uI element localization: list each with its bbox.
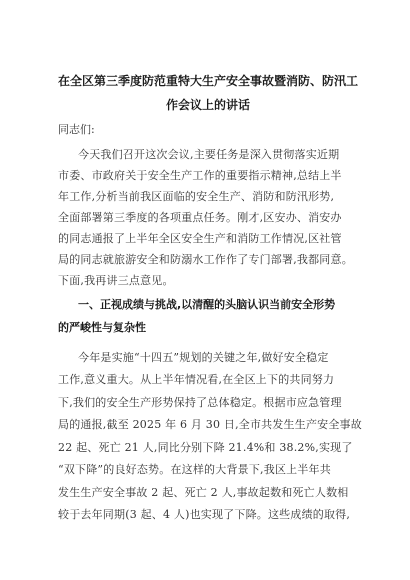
paragraph-2-line: 局的通报,截至 2025 年 6 月 30 日,全市共发生生产安全事故 [58,418,362,431]
section-heading-1-line-1: 一、正视成绩与挑战,以清醒的头脑认识当前安全形势 [78,298,336,311]
paragraph-2-line: 下,我们的安全生产形势保持了总体稳定。根据市应急管理 [58,396,342,409]
paragraph-2-line: 22 起、死亡 21 人,同比分别下降 21.4%和 38.2%,实现了 [58,441,353,454]
paragraph-1-line: 市委、市政府关于安全生产工作的重要指示精神,总结上半 [58,169,342,182]
paragraph-2-line: 较于去年同期(3 起、4 人)也实现了下降。这些成绩的取得, [58,508,351,521]
paragraph-2-line: 今年是实施“十四五”规划的关键之年,做好安全稳定 [78,351,329,364]
document-title-line-2: 作会议上的讲话 [165,98,250,112]
paragraph-2-line: 工作,意义重大。从上半年情况看,在全区上下的共同努力 [58,373,335,386]
paragraph-2-line: “双下降”的良好态势。在这样的大背景下,我区上半年共 [58,463,331,476]
paragraph-2-line: 发生生产安全事故 2 起、死亡 2 人,事故起数和死亡人数相 [58,486,349,499]
paragraph-1-line: 下面,我再讲三点意见。 [58,274,174,287]
paragraph-1-line: 年工作,分析当前我区面临的安全生产、消防和防汛形势, [58,190,335,203]
paragraph-1-line: 局的同志就旅游安全和防溺水工作作了专门部署,我都同意。 [58,253,353,266]
paragraph-1-line: 全面部署第三季度的各项重点任务。刚才,区安办、消安办 [58,211,342,224]
section-heading-1-line-2: 的严峻性与复杂性 [58,321,146,334]
salutation: 同志们: [58,123,95,136]
document-title-line-1: 在全区第三季度防范重特大生产安全事故暨消防、防汛工 [57,74,358,88]
paragraph-1-line: 今天我们召开这次会议,主要任务是深入贯彻落实近期 [78,148,340,161]
paragraph-1-line: 的同志通报了上半年全区安全生产和消防工作情况,区社管 [58,232,342,245]
